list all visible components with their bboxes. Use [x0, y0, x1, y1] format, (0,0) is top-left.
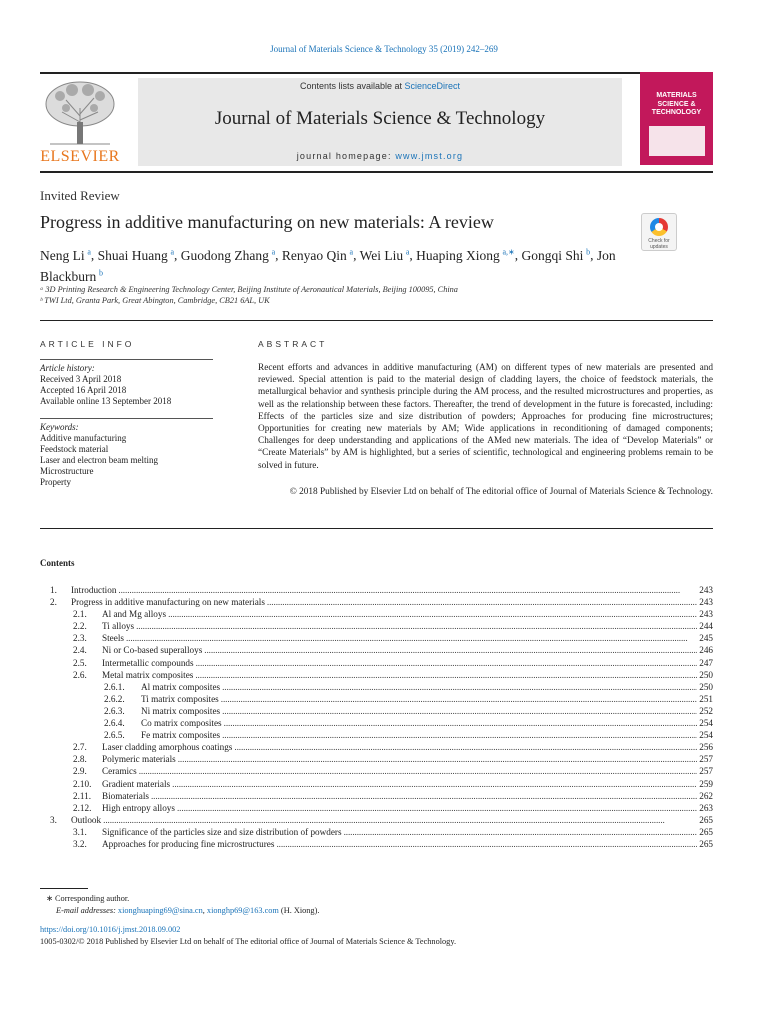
- toc-label: Outlook: [71, 814, 102, 825]
- toc-leader: [221, 693, 697, 705]
- toc-page-number: 257: [699, 754, 713, 765]
- toc-page-number: 254: [699, 730, 713, 741]
- toc-number: 2.6.3.: [104, 705, 125, 716]
- toc-label: Introduction: [71, 585, 117, 595]
- toc-label: Progress in additive manufacturing on new materials: [71, 597, 265, 608]
- check-updates-icon: [650, 218, 668, 236]
- history-received: Received 3 April 2018: [40, 374, 122, 384]
- keyword: Additive manufacturing: [40, 433, 127, 443]
- homepage-line: [138, 151, 622, 161]
- toc-leader: [222, 729, 697, 741]
- toc-label: Approaches for producing fine microstructures: [102, 838, 275, 849]
- toc-item[interactable]: [40, 729, 713, 741]
- email-label: E-mail addresses:: [56, 905, 116, 915]
- header-rule-bottom: [40, 171, 713, 173]
- toc-label: Significance of the particles size and size distribution of powders: [102, 826, 342, 837]
- author-affiliation-mark[interactable]: b: [98, 268, 103, 278]
- author-list: Neng Li $^a$, Shuai Huang $^a$, Guodong Zhang $^a$, Renyao Qin $^a$, Wei Liu $^a$, Huaping Xiong $^{a,∗}$, Gongqi Shi $^b$, Jon Blackburn $^b$: [40, 247, 616, 284]
- toc-number: 2.8.: [73, 754, 87, 765]
- toc-item[interactable]: [40, 802, 713, 814]
- toc-page-number: 244: [699, 621, 713, 632]
- author-affiliation-mark[interactable]: a: [170, 247, 175, 256]
- toc-item[interactable]: [40, 620, 713, 632]
- toc-item[interactable]: [40, 741, 713, 753]
- toc-item[interactable]: [40, 644, 713, 656]
- toc-label: Metal matrix composites: [102, 669, 194, 680]
- toc-item[interactable]: [40, 814, 713, 826]
- abstract-copyright: © 2018 Published by Elsevier Ltd on behalf of The editorial office of Journal of Materials Science & Technology.: [289, 487, 713, 497]
- toc-item[interactable]: [40, 657, 713, 669]
- footnote-rule: [40, 888, 88, 889]
- toc-leader: [177, 802, 697, 814]
- toc-leader: [222, 705, 697, 717]
- toc-page-number: 243: [699, 609, 713, 620]
- toc-number: 2.6.5.: [104, 730, 125, 741]
- article-type: Invited Review: [40, 188, 120, 203]
- keywords-label: Keywords:: [40, 422, 79, 432]
- toc-number: 2.3.: [73, 633, 87, 644]
- author-name: Shuai Huang: [97, 247, 168, 263]
- author-affiliation-mark[interactable]: a: [349, 247, 354, 256]
- article-history: [40, 363, 171, 407]
- elsevier-tree-icon: [40, 78, 120, 146]
- toc-leader: [195, 669, 697, 681]
- toc-item[interactable]: [40, 596, 713, 608]
- author-name: Guodong Zhang: [180, 247, 269, 263]
- journal-title: Journal of Materials Science & Technology: [214, 108, 546, 129]
- toc-label: Co matrix composites: [141, 718, 222, 729]
- toc-leader: [178, 753, 697, 765]
- toc-number: 2.12.: [73, 802, 92, 813]
- toc-page-number: 243: [699, 585, 713, 595]
- author[interactable]: [40, 248, 91, 263]
- homepage-prefix: journal homepage:: [296, 151, 396, 161]
- author-affiliation-mark[interactable]: b: [586, 247, 591, 256]
- toc-item[interactable]: [40, 790, 713, 802]
- toc-label: Al and Mg alloys: [102, 609, 167, 620]
- toc-page-number: 265: [699, 814, 713, 825]
- sciencedirect-link[interactable]: ScienceDirect: [404, 81, 461, 91]
- toc-number: 3.: [50, 814, 57, 825]
- corresponding-author-note: ∗ Corresponding author.: [46, 894, 130, 903]
- affiliations: [40, 284, 458, 306]
- abstract-heading: ABSTRACT: [258, 339, 328, 349]
- toc-number: 2.6.2.: [104, 693, 125, 704]
- toc-item[interactable]: [40, 608, 713, 620]
- author-name: Wei Liu: [359, 247, 404, 263]
- toc-leader: [222, 681, 697, 693]
- affiliation-b: ᵇ TWI Ltd, Granta Park, Great Abington, Cambridge, CB21 6AL, UK: [40, 296, 270, 305]
- toc-label: Steels: [102, 633, 124, 644]
- toc-number: 2.11.: [73, 790, 92, 801]
- check-for-updates-button[interactable]: [641, 213, 677, 251]
- affiliation-a: ᵃ 3D Printing Research & Engineering Technology Center, Beijing Institute of Aeronautical Materials, Beijing 100095, China: [40, 285, 458, 294]
- toc-page-number: 265: [699, 838, 713, 849]
- toc-item[interactable]: [40, 705, 713, 717]
- email-line: [46, 905, 319, 917]
- cover-panel: [649, 126, 705, 156]
- toc-leader: [276, 838, 697, 850]
- email-separator: ,: [202, 905, 207, 915]
- footnotes: [46, 893, 319, 916]
- toc-label: Polymeric materials: [102, 754, 176, 765]
- homepage-link[interactable]: www.jmst.org: [395, 151, 464, 161]
- toc-page-number: 251: [699, 693, 713, 704]
- contents-prefix: Contents lists available at: [299, 81, 405, 91]
- toc-number: 2.6.: [73, 669, 87, 680]
- toc-label: Ti alloys: [102, 621, 135, 632]
- toc-page-number: 252: [699, 705, 713, 716]
- toc-page-number: 243: [699, 597, 713, 608]
- author[interactable]: [360, 248, 410, 263]
- toc-number: 2.1.: [73, 609, 87, 620]
- toc-page-number: 246: [699, 645, 713, 656]
- toc-number: 2.2.: [73, 621, 87, 632]
- toc-page-number: 245: [699, 633, 713, 644]
- toc-number: 2.5.: [73, 657, 87, 668]
- author-name: Gongqi Shi: [521, 247, 584, 263]
- toc-page-number: 254: [699, 718, 713, 729]
- article-info-heading: ARTICLE INFO: [40, 339, 135, 349]
- journal-citation-link[interactable]: Journal of Materials Science & Technology 35 (2019) 242–269: [270, 44, 498, 54]
- toc-leader: [234, 741, 697, 753]
- author-affiliation-mark[interactable]: a: [87, 247, 91, 256]
- toc-leader: [204, 644, 697, 656]
- toc-label: Fe matrix composites: [141, 730, 221, 741]
- history-online: Available online 13 September 2018: [40, 396, 172, 406]
- contents-line: [138, 81, 622, 91]
- toc-label: High entropy alloys: [102, 802, 175, 813]
- toc-page-number: 256: [699, 742, 713, 753]
- divider: [40, 320, 713, 321]
- toc-item[interactable]: [40, 765, 713, 777]
- toc-item[interactable]: [40, 826, 713, 838]
- contents-heading: Contents: [40, 558, 75, 568]
- toc-page-number: 250: [699, 681, 713, 692]
- email-link-1[interactable]: xionghuaping69@sina.cn: [117, 905, 203, 915]
- cover-title: MATERIALS SCIENCE & TECHNOLOGY: [651, 92, 702, 116]
- publisher-name: ELSEVIER: [40, 148, 120, 165]
- toc-leader: [172, 778, 697, 790]
- toc-leader: [196, 657, 698, 669]
- toc-number: 2.10.: [73, 778, 92, 789]
- author[interactable]: [282, 248, 353, 263]
- toc-page-number: 257: [699, 766, 713, 777]
- toc-item[interactable]: [40, 693, 713, 705]
- author[interactable]: [521, 248, 590, 263]
- toc-leader: [267, 596, 697, 608]
- keyword: Microstructure: [40, 466, 94, 476]
- toc-page-number: 259: [699, 778, 713, 789]
- toc-leader: [136, 620, 697, 632]
- toc-label: Biomaterials: [102, 790, 149, 801]
- abstract-text: Recent efforts and advances in additive manufacturing (AM) on different types of new materials are presented and reviewed. Special attention is paid to the material design of cladding layers, the choice of feedstock materials, the metallurgical behavior and synthesis principle during the AM process, and the resulted microstructures and properties, as well as the relationship between these factors. Thereafter, the trend of development in the future is forecasted, including: Effects of the particles size and size distribution of powders; Approaches for producing fine microstructures; Opportunities for creating new materials by AM; Wide applications in reconditioning of damaged components; Challenges for deep understanding and applications of the AMed new materials. The idea of “Develop Materials” or “Create Materials” by AM is highlighted, but a series of scientific, technological and engineering problems remain to be solved in future.: [258, 363, 713, 471]
- toc-label: Gradient materials: [102, 778, 171, 789]
- author-affiliation-mark[interactable]: a: [271, 247, 276, 256]
- toc-label: Intermetallic compounds: [102, 657, 194, 668]
- author-name: Jon Blackburn: [40, 247, 616, 284]
- toc-number: 2.6.4.: [104, 718, 125, 729]
- keywords: [40, 422, 158, 488]
- toc-item[interactable]: [40, 717, 713, 729]
- author-name: Neng Li: [40, 247, 85, 263]
- author[interactable]: [98, 248, 174, 263]
- toc-page-number: 262: [699, 790, 713, 801]
- author-affiliation-mark[interactable]: a: [405, 247, 410, 256]
- toc-item[interactable]: [40, 584, 713, 596]
- toc-page-number: 247: [699, 657, 713, 668]
- author-affiliation-mark[interactable]: a,∗: [502, 247, 515, 256]
- toc-leader: [224, 717, 698, 729]
- toc-number: 2.9.: [73, 766, 87, 777]
- doi-link[interactable]: https://doi.org/10.1016/j.jmst.2018.09.002: [40, 925, 181, 934]
- article-title: Progress in additive manufacturing on new materials: A review: [40, 212, 494, 232]
- toc-number: 3.1.: [73, 826, 87, 837]
- author-name: Huaping Xiong: [416, 247, 500, 263]
- toc-item[interactable]: [40, 838, 713, 850]
- check-updates-label: Check for updates: [648, 238, 670, 250]
- toc-label: Al matrix composites: [141, 681, 221, 692]
- info-rule: [40, 359, 213, 360]
- divider: [40, 528, 713, 529]
- toc-page-number: 265: [699, 826, 713, 837]
- toc-leader: [151, 790, 697, 802]
- email-suffix: (H. Xiong).: [278, 905, 320, 915]
- toc-item[interactable]: [40, 753, 713, 765]
- keyword: Feedstock material: [40, 444, 109, 454]
- toc-leader: [168, 608, 697, 620]
- toc-label: Ni matrix composites: [141, 705, 221, 716]
- toc-label: Ni or Co-based superalloys: [102, 645, 203, 656]
- keyword: Property: [40, 477, 71, 487]
- history-accepted: Accepted 16 April 2018: [40, 385, 127, 395]
- toc-leader: [126, 632, 697, 644]
- toc-item[interactable]: [40, 681, 713, 693]
- toc-leader: [344, 826, 698, 838]
- keyword: Laser and electron beam melting: [40, 455, 158, 465]
- toc-label: Ceramics: [102, 766, 137, 777]
- toc-number: 2.4.: [73, 645, 87, 656]
- toc-label: Laser cladding amorphous coatings: [102, 742, 233, 753]
- toc-number: 2.6.1.: [104, 681, 125, 692]
- journal-cover-thumbnail[interactable]: [640, 72, 713, 165]
- author[interactable]: [181, 248, 275, 263]
- toc-item[interactable]: [40, 778, 713, 790]
- toc-number: 2.7.: [73, 742, 87, 753]
- table-of-contents: [40, 584, 713, 850]
- toc-item[interactable]: [40, 632, 713, 644]
- toc-leader: [139, 765, 698, 777]
- publisher-logo: [40, 78, 136, 166]
- author[interactable]: [416, 248, 515, 263]
- journal-header: [138, 78, 622, 166]
- history-label: Article history:: [40, 363, 95, 373]
- toc-number: 2.: [50, 597, 57, 608]
- header-rule-top: [40, 72, 713, 74]
- toc-number: 3.2.: [73, 838, 87, 849]
- info-rule: [40, 418, 213, 419]
- issn-line: 1005-0302/© 2018 Published by Elsevier Ltd on behalf of The editorial office of Journal of Materials Science & Technology.: [40, 937, 457, 946]
- toc-page-number: 250: [699, 669, 713, 680]
- toc-leader: [103, 814, 697, 826]
- toc-label: Ti matrix composites: [141, 693, 219, 704]
- email-link-2[interactable]: xionghp69@163.com: [206, 905, 279, 915]
- author-name: Renyao Qin: [281, 247, 347, 263]
- toc-number: 1.: [50, 585, 57, 595]
- toc-leader: [118, 584, 697, 596]
- toc-item[interactable]: [40, 669, 713, 681]
- toc-page-number: 263: [699, 802, 713, 813]
